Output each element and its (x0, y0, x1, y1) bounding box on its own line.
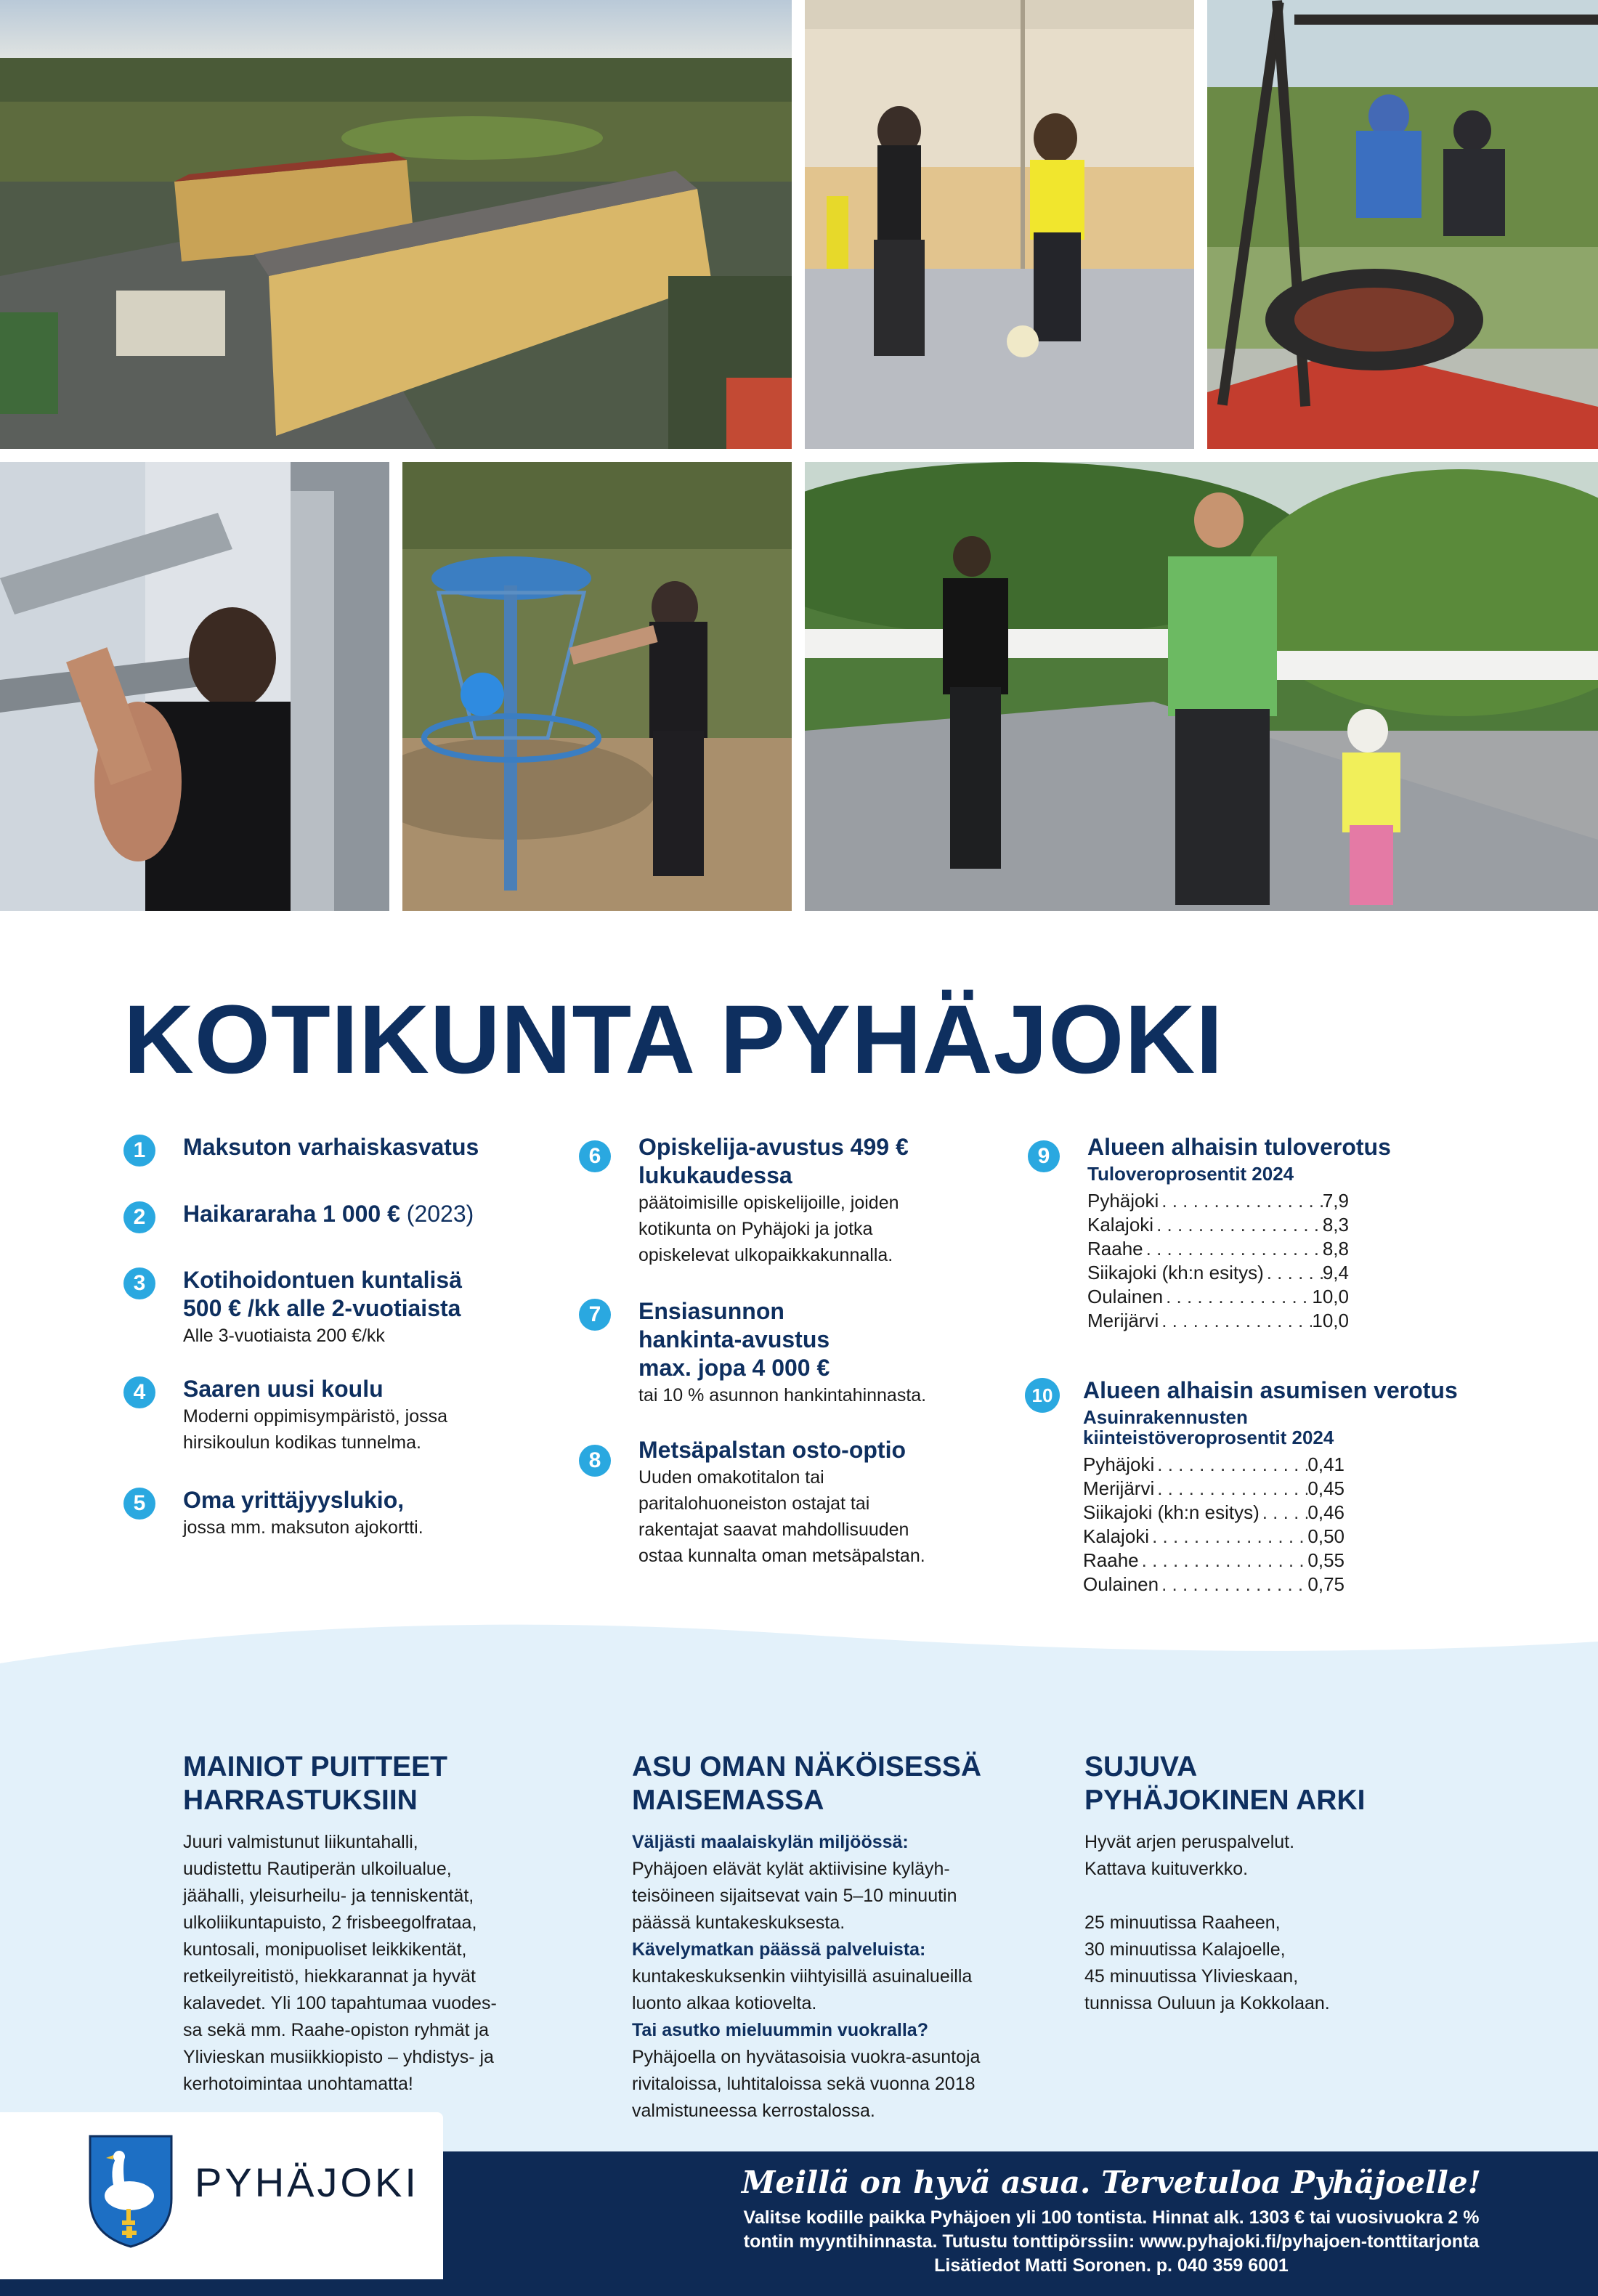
municipality-name: Merijärvi (1087, 1310, 1159, 1331)
number-badge: 1 (123, 1135, 155, 1167)
logo-wordmark: PYHÄJOKI (195, 2159, 419, 2205)
benefit-title-line: lukukaudessa (638, 1162, 792, 1188)
info-everyday (1084, 1751, 1491, 2017)
photo-disc-golf (402, 462, 792, 911)
rate-value: 8,8 (1322, 1238, 1349, 1259)
number-badge: 10 (1025, 1378, 1060, 1413)
dot-leader (1159, 1309, 1312, 1333)
info-line: Pyhäjoella on hyvätasoisia vuokra-asuntoja (632, 2047, 981, 2067)
info-line: luonto alkaa kotiovelta. (632, 1993, 817, 2013)
info-line: kuntosali, monipuoliset leikkikentät, (183, 1939, 467, 1960)
rate-value: 0,46 (1307, 1501, 1344, 1523)
info-line: ulkoliikuntapuisto, 2 frisbeegolfrataa, (183, 1912, 477, 1933)
rate-value: 10,0 (1312, 1310, 1349, 1331)
info-hobbies (183, 1751, 575, 2098)
benefit-text-line: ostaa kunnalta oman metsäpalstan. (638, 1546, 925, 1566)
benefit-item-3 (123, 1266, 530, 1349)
benefit-title (183, 1200, 530, 1228)
photo-gym (0, 462, 389, 911)
benefit-item-7 (579, 1297, 986, 1408)
page-title: KOTIKUNTA PYHÄJOKI (123, 986, 1224, 1094)
benefit-text-line: kotikunta on Pyhäjoki ja jotka (638, 1219, 873, 1239)
info-line: rivitaloissa, luhtitaloissa sekä vuonna 2018 (632, 2074, 976, 2094)
info-title-line: PYHÄJOKINEN ARKI (1084, 1785, 1366, 1816)
dot-leader (1143, 1237, 1323, 1261)
benefit-item-10 (1028, 1376, 1493, 1597)
benefits-column-1 (123, 1133, 530, 1541)
footer (625, 2151, 1598, 2296)
info-line: kuntakeskuksenkin viihtyisillä asuinalueilla (632, 1966, 973, 1987)
benefit-text-line: hirsikoulun kodikas tunnelma. (183, 1432, 421, 1453)
municipality-name: Raahe (1087, 1238, 1143, 1259)
info-line: valmistuneessa kerrostalossa. (632, 2101, 875, 2121)
dot-leader (1153, 1213, 1323, 1237)
dot-leader (1149, 1525, 1307, 1549)
municipality-name: Kalajoki (1087, 1214, 1154, 1236)
benefits-column-3 (1028, 1133, 1493, 1597)
info-body (183, 1829, 575, 2098)
rate-row (1083, 1477, 1344, 1501)
rate-row (1083, 1501, 1344, 1525)
benefit-title-line: Opiskelija-avustus 499 € (638, 1134, 909, 1160)
number-badge: 5 (123, 1488, 155, 1520)
info-title-line: MAINIOT PUITTEET (183, 1751, 447, 1782)
footer-line: tontin myyntihinnasta. Tutustu tonttipörssiin: www.pyhajoki.fi/pyhajoen-tonttitarjonta (743, 2231, 1480, 2252)
number-badge: 6 (579, 1140, 611, 1172)
info-housing (632, 1751, 1053, 2125)
info-subheading: Väljästi maalaiskylän miljöössä: (632, 1832, 909, 1852)
info-line: kalavedet. Yli 100 tapahtumaa vuodes- (183, 1993, 497, 2013)
benefit-title-year: (2023) (406, 1201, 474, 1227)
benefit-item-5 (123, 1486, 530, 1541)
benefit-title-main: Haikararaha 1 000 € (183, 1201, 400, 1227)
number-badge: 9 (1028, 1140, 1060, 1172)
info-line: Ylivieskan musiikkiopisto – yhdistys- ja (183, 2047, 494, 2067)
table-caption-line: kiinteistöveroprosentit 2024 (1083, 1427, 1334, 1448)
benefit-title: Oma yrittäjyyslukio, (183, 1487, 405, 1513)
footer-contact: Lisätiedot Matti Soronen. p. 040 359 6001 (934, 2255, 1289, 2276)
rate-row (1087, 1261, 1349, 1285)
info-line: 25 minuutissa Raaheen, (1084, 1912, 1281, 1933)
slogan: Meillä on hyvä asua. Tervetuloa Pyhäjoelle! (741, 2165, 1481, 2200)
rate-value: 10,0 (1312, 1286, 1349, 1307)
benefit-text-line: Uuden omakotitalon tai (638, 1467, 824, 1488)
table-caption: Tuloveroprosentit 2024 (1087, 1163, 1294, 1185)
info-subheading: Tai asutko mieluummin vuokralla? (632, 2020, 928, 2040)
info-line: Pyhäjoen elävät kylät aktiivisine kyläyh- (632, 1859, 950, 1879)
benefit-item-4 (123, 1375, 530, 1456)
dot-leader (1139, 1549, 1308, 1573)
benefit-item-9 (1028, 1133, 1493, 1333)
number-badge: 3 (123, 1267, 155, 1299)
benefit-title-line: 500 € /kk alle 2-vuotiaista (183, 1295, 461, 1321)
benefit-text: Alle 3-vuotiaista 200 €/kk (183, 1326, 385, 1346)
dot-leader (1163, 1285, 1312, 1309)
dot-leader (1154, 1477, 1307, 1501)
rate-value: 0,41 (1307, 1453, 1344, 1475)
benefit-title: Metsäpalstan osto-optio (638, 1437, 907, 1463)
benefit-title: Saaren uusi koulu (183, 1376, 384, 1402)
municipality-name: Pyhäjoki (1087, 1190, 1159, 1212)
rate-value: 8,3 (1322, 1214, 1349, 1236)
dot-leader (1159, 1573, 1307, 1597)
info-line: sa sekä mm. Raahe-opiston ryhmät ja (183, 2020, 490, 2040)
benefit-text-line: päätoimisille opiskelijoille, joiden (638, 1193, 899, 1213)
number-badge: 4 (123, 1376, 155, 1408)
info-title-line: SUJUVA (1084, 1751, 1198, 1782)
photo-aerial-school (0, 0, 792, 449)
info-line: päässä kuntakeskuksesta. (632, 1912, 845, 1933)
dot-leader (1260, 1501, 1308, 1525)
photo-playground-swing (1207, 0, 1598, 449)
income-tax-table (1087, 1189, 1493, 1333)
benefit-text-line: Moderni oppimisympäristö, jossa (183, 1406, 448, 1427)
benefit-title: Alueen alhaisin asumisen verotus (1083, 1377, 1458, 1403)
rate-row (1087, 1285, 1349, 1309)
benefit-text-line: opiskelevat ulkopaikkakunnalla. (638, 1245, 893, 1265)
rate-value: 9,4 (1322, 1262, 1349, 1283)
rate-row (1083, 1573, 1344, 1597)
municipality-name: Kalajoki (1083, 1525, 1150, 1547)
property-tax-table (1083, 1453, 1493, 1597)
info-body (632, 1829, 1053, 2125)
municipality-name: Oulainen (1087, 1286, 1164, 1307)
benefit-item-8 (579, 1436, 986, 1569)
dot-leader (1154, 1453, 1307, 1477)
benefit-text-line: paritalohuoneiston ostajat tai (638, 1493, 870, 1514)
rate-value: 0,55 (1307, 1549, 1344, 1571)
info-line: Hyvät arjen peruspalvelut. (1084, 1832, 1295, 1852)
benefit-text-line: rakentajat saavat mahdollisuuden (638, 1520, 909, 1540)
municipality-name: Merijärvi (1083, 1477, 1155, 1499)
rate-row (1087, 1189, 1349, 1213)
rate-row (1087, 1237, 1349, 1261)
rate-value: 0,50 (1307, 1525, 1344, 1547)
info-line: Juuri valmistunut liikuntahalli, (183, 1832, 418, 1852)
rate-value: 0,45 (1307, 1477, 1344, 1499)
number-badge: 7 (579, 1299, 611, 1331)
info-line: retkeilyreitistö, hiekkarannat ja hyvät (183, 1966, 476, 1987)
benefit-title: Maksuton varhaiskasvatus (183, 1134, 479, 1160)
dot-leader (1264, 1261, 1323, 1285)
info-line: teisöineen sijaitsevat vain 5–10 minuutin (632, 1886, 957, 1906)
benefit-title: Alueen alhaisin tuloverotus (1087, 1134, 1391, 1160)
municipality-name: Siikajoki (kh:n esitys) (1083, 1501, 1260, 1523)
info-subheading: Kävelymatkan päässä palveluista: (632, 1939, 926, 1960)
number-badge: 8 (579, 1445, 611, 1477)
benefit-title-line: max. jopa 4 000 € (638, 1355, 830, 1381)
info-line: Kattava kuituverkko. (1084, 1859, 1249, 1879)
rate-row (1083, 1453, 1344, 1477)
info-line: tunnissa Ouluun ja Kokkolaan. (1084, 1993, 1330, 2013)
benefits-column-2 (579, 1133, 986, 1569)
info-body (1084, 1829, 1491, 2017)
info-line: jäähalli, yleisurheilu- ja tenniskentät, (183, 1886, 474, 1906)
rate-row (1083, 1525, 1344, 1549)
info-title-line: ASU OMAN NÄKÖISESSÄ (632, 1751, 982, 1782)
info-line: 45 minuutissa Ylivieskaan, (1084, 1966, 1299, 1987)
benefit-text: tai 10 % asunnon hankintahinnasta. (638, 1385, 927, 1405)
benefit-title-line: hankinta-avustus (638, 1326, 830, 1352)
info-title-line: MAISEMASSA (632, 1785, 824, 1816)
rate-row (1087, 1213, 1349, 1237)
table-caption-line: Asuinrakennusten (1083, 1406, 1248, 1428)
benefit-item-1 (123, 1133, 530, 1161)
photo-family-walk (805, 462, 1598, 911)
rate-value: 0,75 (1307, 1573, 1344, 1595)
info-line: kerhotoimintaa unohtamatta! (183, 2074, 413, 2094)
benefit-title-line: Ensiasunnon (638, 1298, 784, 1324)
benefit-text: jossa mm. maksuton ajokortti. (183, 1517, 423, 1538)
number-badge: 2 (123, 1201, 155, 1233)
municipality-name: Raahe (1083, 1549, 1139, 1571)
photo-indoor-football (805, 0, 1194, 449)
info-title-line: HARRASTUKSIIN (183, 1785, 418, 1816)
footer-line: Valitse kodille paikka Pyhäjoen yli 100 tontista. Hinnat alk. 1303 € tai vuosivuokra 2 % (743, 2207, 1480, 2228)
benefit-item-6 (579, 1133, 986, 1268)
benefit-item-2 (123, 1200, 530, 1228)
municipality-name: Pyhäjoki (1083, 1453, 1155, 1475)
municipality-name: Oulainen (1083, 1573, 1159, 1595)
rate-value: 7,9 (1322, 1190, 1349, 1212)
benefit-title-line: Kotihoidontuen kuntalisä (183, 1267, 462, 1293)
info-line: uudistettu Rautiperän ulkoilualue, (183, 1859, 452, 1879)
municipality-name: Siikajoki (kh:n esitys) (1087, 1262, 1264, 1283)
rate-row (1083, 1549, 1344, 1573)
dot-leader (1159, 1189, 1323, 1213)
info-line: 30 minuutissa Kalajoelle, (1084, 1939, 1286, 1960)
pyhajoki-crest-icon (87, 2133, 174, 2250)
rate-row (1087, 1309, 1349, 1333)
